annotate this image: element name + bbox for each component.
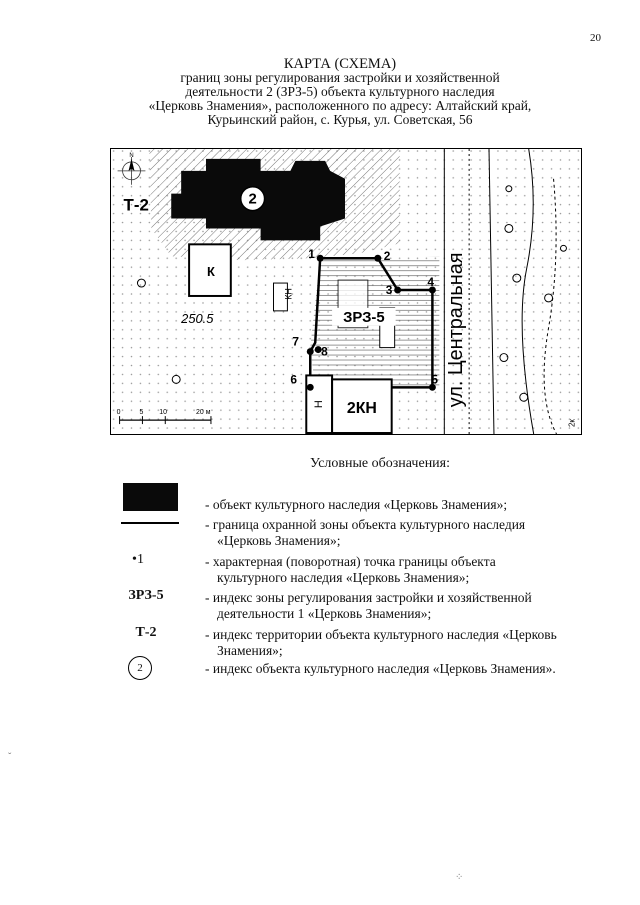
svg-text:3: 3 [385,282,393,297]
svg-text:6: 6 [290,372,298,387]
svg-text:7: 7 [292,334,300,349]
svg-text:5: 5 [431,372,439,387]
object-index-circle: 2 [128,656,152,680]
svg-text:1: 1 [308,247,315,262]
zone-index-label: ЗРЗ-5 [343,309,385,326]
legend-item-protection-boundary: - граница охранной зоны объекта культурного наследия «Церковь Знамения»; [0,515,640,555]
building-2kn-label: 2КН [346,400,377,418]
legend-item-turning-point: •1 - характерная (поворотная) точка границы объекта культурного наследия «Церковь Знамения»; [132,552,496,585]
legend-item-object-index: 2 - индекс объекта культурного наследия «Церковь Знамения». [0,655,640,695]
svg-text:0: 0 [116,409,121,417]
street-label: ул. Центральная [445,252,468,408]
point-2 [374,255,381,262]
title-line-4: «Церковь Знамения», расположенного по адресу: Алтайский край, [148,98,532,113]
svg-text:10: 10 [159,409,168,417]
svg-text:N: N [129,152,134,159]
point-7 [307,348,314,355]
object-index-label: 2 [248,191,257,208]
svg-text:5: 5 [139,409,144,417]
legend-title: Условные обозначения: [309,456,451,471]
point-1 [317,255,324,262]
heritage-object-swatch [123,483,178,511]
point-6 [307,384,314,391]
zone-map [110,148,582,435]
svg-text:2: 2 [383,249,391,264]
corner-mark: 2к [567,419,577,428]
svg-text:4: 4 [427,275,435,290]
boundary-line-swatch [121,522,179,524]
legend-item-heritage-object: - объект культурного наследия «Церковь Знамения»; [0,483,640,523]
contour-label: 250.5 [181,310,214,326]
legend-item-zone-index: ЗРЗ-5 - индекс зоны регулирования застройки и хозяйственной деятельности 1 «Церковь Знамения»; [128,588,532,621]
point-3 [394,287,401,294]
title-line-5: Курьинский район, с. Курья, ул. Советская, 56 [207,112,473,127]
building-n-label: Н [313,400,326,409]
title-line-2: границ зоны регулирования застройки и хозяйственной [180,70,500,85]
svg-text:20 м: 20 м [196,409,211,417]
title-line-3: деятельности 2 (ЗРЗ-5) объекта культурного наследия [185,84,495,99]
title-line-1: КАРТА (СХЕМА) [283,56,397,72]
legend-item-territory-index: Т-2 - индекс территории объекта культурного наследия «Церковь Знамения»; [135,625,557,658]
building-k-label: К [207,264,215,280]
territory-index-label: Т-2 [123,195,149,215]
svg-text:8: 8 [321,344,328,359]
building-kn-label: КН [283,288,294,300]
document-title [90,57,590,127]
page-number: 20 [590,32,601,44]
